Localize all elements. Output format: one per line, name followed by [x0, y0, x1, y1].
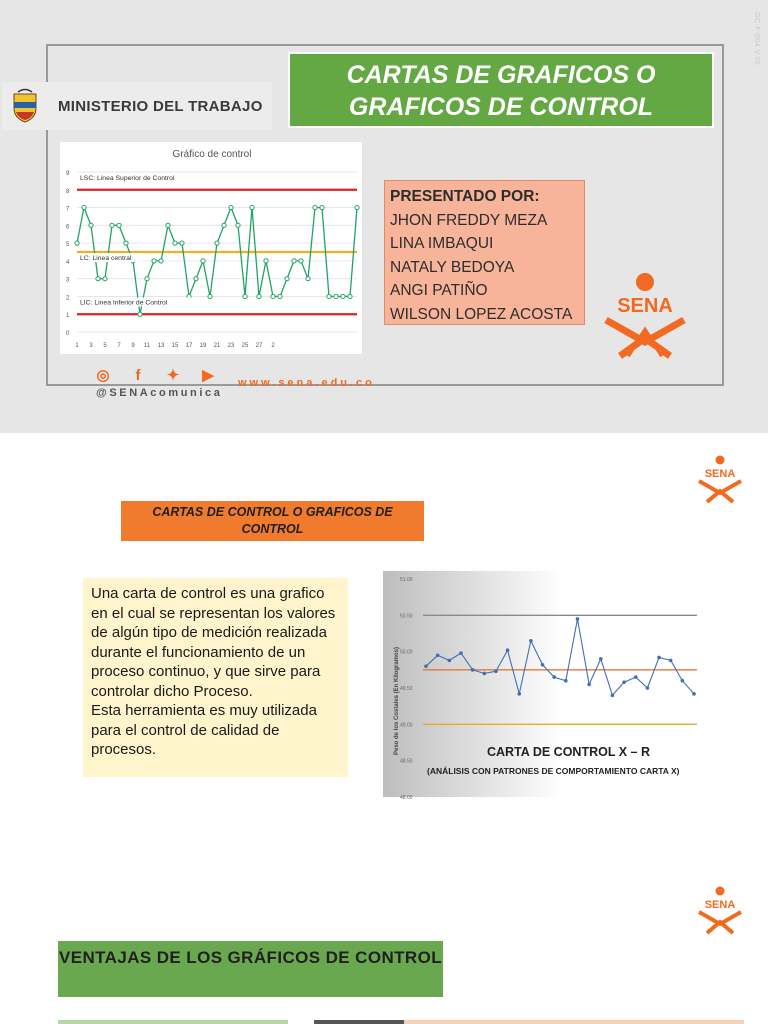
content-box-edge — [58, 1020, 288, 1024]
xr-control-chart-image — [383, 571, 709, 801]
y-tick-label: 49.00 — [400, 722, 413, 729]
presenter-name: JHON FREDDY MEZA — [390, 211, 548, 229]
sena-logo — [696, 886, 744, 934]
data-point — [236, 223, 240, 227]
content-box-edge — [314, 1020, 404, 1024]
definition-text — [83, 578, 348, 777]
data-point — [222, 223, 226, 227]
data-point — [587, 683, 591, 687]
chart-annotation: LSC: Linea Superior de Control — [80, 175, 175, 182]
instagram-icon[interactable]: ◎ — [96, 367, 110, 384]
data-point — [215, 241, 219, 245]
y-tick-label: 48.50 — [400, 758, 413, 765]
chart-annotation: LC: Linea central — [80, 255, 132, 262]
chart-subtitle: (ANÁLISIS CON PATRONES DE COMPORTAMIENTO CARTA X) — [427, 766, 680, 776]
data-point — [459, 651, 463, 655]
x-tick-label: 27 — [255, 343, 263, 349]
x-tick-label: 21 — [213, 343, 221, 349]
presenters-box — [384, 180, 585, 325]
data-point — [576, 617, 580, 621]
data-point — [82, 205, 86, 209]
data-point — [271, 294, 275, 298]
x-tick-label: 3 — [89, 343, 93, 349]
y-tick-label: 2 — [66, 295, 70, 302]
presenter-name: NATALY BEDOYA — [390, 258, 515, 276]
twitter-icon[interactable]: ✦ — [166, 367, 180, 384]
y-tick-label: 50.00 — [400, 649, 413, 656]
y-axis-label: Peso de los Costales (En Kilogramos) — [394, 646, 400, 756]
section-title: CARTAS DE CONTROL O GRAFICOS DE CONTROL — [121, 501, 424, 541]
data-point — [348, 294, 352, 298]
data-point — [341, 294, 345, 298]
data-point — [471, 668, 475, 672]
data-point — [320, 205, 324, 209]
data-point — [180, 241, 184, 245]
data-point — [152, 259, 156, 263]
colombia-coat-of-arms-icon — [10, 88, 40, 124]
section-title: VENTAJAS DE LOS GRÁFICOS DE CONTROL — [58, 941, 443, 997]
data-point — [89, 223, 93, 227]
y-tick-label: 1 — [66, 313, 70, 320]
x-tick-label: 13 — [157, 343, 165, 349]
data-point — [529, 639, 533, 643]
data-point — [552, 675, 556, 679]
x-tick-label: 23 — [227, 343, 235, 349]
data-point — [634, 675, 638, 679]
data-point — [124, 241, 128, 245]
data-point — [264, 259, 268, 263]
x-tick-label: 1 — [75, 343, 79, 349]
data-point — [448, 659, 452, 663]
y-tick-label: 8 — [66, 188, 70, 195]
x-tick-label: 19 — [199, 343, 207, 349]
data-point — [229, 205, 233, 209]
x-tick-label: 7 — [117, 343, 121, 349]
data-point — [138, 312, 142, 316]
data-point — [646, 686, 650, 690]
data-point — [622, 680, 626, 684]
ministry-banner — [2, 82, 272, 130]
social-handle: @SENAcomunica — [96, 387, 223, 399]
data-point — [110, 223, 114, 227]
data-point — [424, 664, 428, 668]
document-code: GC-F-004 V.05 — [753, 12, 760, 66]
presenters-heading: PRESENTADO POR: — [390, 188, 540, 205]
data-point — [117, 223, 121, 227]
data-point — [145, 277, 149, 281]
presentation-title — [288, 52, 714, 128]
data-point — [166, 223, 170, 227]
data-point — [243, 294, 247, 298]
data-point — [257, 294, 261, 298]
data-point — [482, 672, 486, 676]
x-tick-label: 5 — [103, 343, 107, 349]
data-point — [201, 259, 205, 263]
data-point — [599, 657, 603, 661]
data-point — [75, 241, 79, 245]
sena-logo-text: SENA — [704, 899, 736, 911]
presenter-name: ANGI PATIÑO — [390, 282, 488, 299]
ministry-label: MINISTERIO DEL TRABAJO — [58, 97, 263, 115]
data-point — [334, 294, 338, 298]
data-point — [517, 692, 521, 696]
x-tick-label: 15 — [171, 343, 179, 349]
presenter-name: LINA IMBAQUI — [390, 235, 494, 252]
chart-title: CARTA DE CONTROL X – R — [487, 745, 650, 759]
data-point — [681, 679, 685, 683]
facebook-icon[interactable]: f — [135, 366, 141, 384]
social-icons — [94, 366, 217, 384]
y-tick-label: 7 — [66, 206, 70, 213]
data-point — [506, 648, 510, 652]
data-point — [692, 692, 696, 696]
youtube-icon[interactable]: ▶ — [202, 367, 214, 384]
chart-annotation: LIC: Linea Inferior de Control — [80, 299, 168, 307]
x-tick-label: 9 — [131, 343, 135, 349]
data-point — [173, 241, 177, 245]
data-point — [436, 654, 440, 658]
definition-paragraph: Esta herramienta es muy utilizada para el control de calidad de procesos. — [91, 702, 317, 758]
advantages-slide — [0, 850, 768, 1024]
sena-logo — [598, 272, 692, 360]
data-point — [657, 656, 661, 660]
y-tick-label: 5 — [66, 242, 70, 249]
y-tick-label: 3 — [66, 277, 70, 284]
control-chart-image — [60, 142, 362, 354]
data-point — [313, 205, 317, 209]
data-point — [208, 294, 212, 298]
data-point — [278, 294, 282, 298]
data-point — [194, 277, 198, 281]
y-tick-label: 0 — [66, 331, 70, 337]
data-point — [250, 205, 254, 209]
definition-slide — [0, 433, 768, 850]
data-point — [103, 277, 107, 281]
definition-paragraph: Una carta de control es una grafico en el cual se representan los valores de algún tipo de medición realizada durante el funcionamiento de un proceso continuo, y que sirve para controlar dicho Proceso. — [91, 585, 336, 700]
data-point — [494, 669, 498, 673]
y-tick-label: 9 — [66, 171, 70, 177]
x-tick-label: 25 — [241, 343, 249, 349]
title-line-2: GRAFICOS DE CONTROL — [348, 93, 654, 121]
sena-logo-text: SENA — [704, 468, 736, 480]
data-point — [96, 277, 100, 281]
data-point — [327, 294, 331, 298]
y-tick-label: 50.50 — [400, 613, 413, 620]
y-tick-label: 4 — [66, 259, 70, 266]
data-point — [355, 205, 359, 209]
data-point — [285, 277, 289, 281]
sena-logo — [696, 455, 744, 503]
data-point — [669, 659, 673, 663]
chart-title: Gráfico de control — [172, 149, 252, 160]
data-point — [292, 259, 296, 263]
x-tick-label: 11 — [143, 343, 151, 349]
title-slide — [0, 0, 768, 433]
x-tick-label: 2 — [271, 343, 275, 349]
sena-logo-text: SENA — [617, 295, 673, 317]
title-line-1: CARTAS DE GRAFICOS O — [346, 61, 656, 89]
content-box-edge — [404, 1020, 744, 1024]
website-link[interactable]: www.sena.edu.co — [238, 377, 375, 389]
x-tick-label: 17 — [185, 343, 193, 349]
data-point — [541, 663, 545, 667]
y-tick-label: 48.00 — [400, 795, 413, 801]
presenter-name: WILSON LOPEZ ACOSTA — [390, 305, 573, 323]
data-point — [299, 259, 303, 263]
data-point — [159, 259, 163, 263]
y-tick-label: 49.50 — [400, 686, 413, 692]
data-point — [564, 679, 568, 683]
y-tick-label: 51.00 — [400, 577, 413, 583]
data-point — [306, 277, 310, 281]
data-point — [611, 693, 615, 697]
y-tick-label: 6 — [66, 224, 70, 231]
